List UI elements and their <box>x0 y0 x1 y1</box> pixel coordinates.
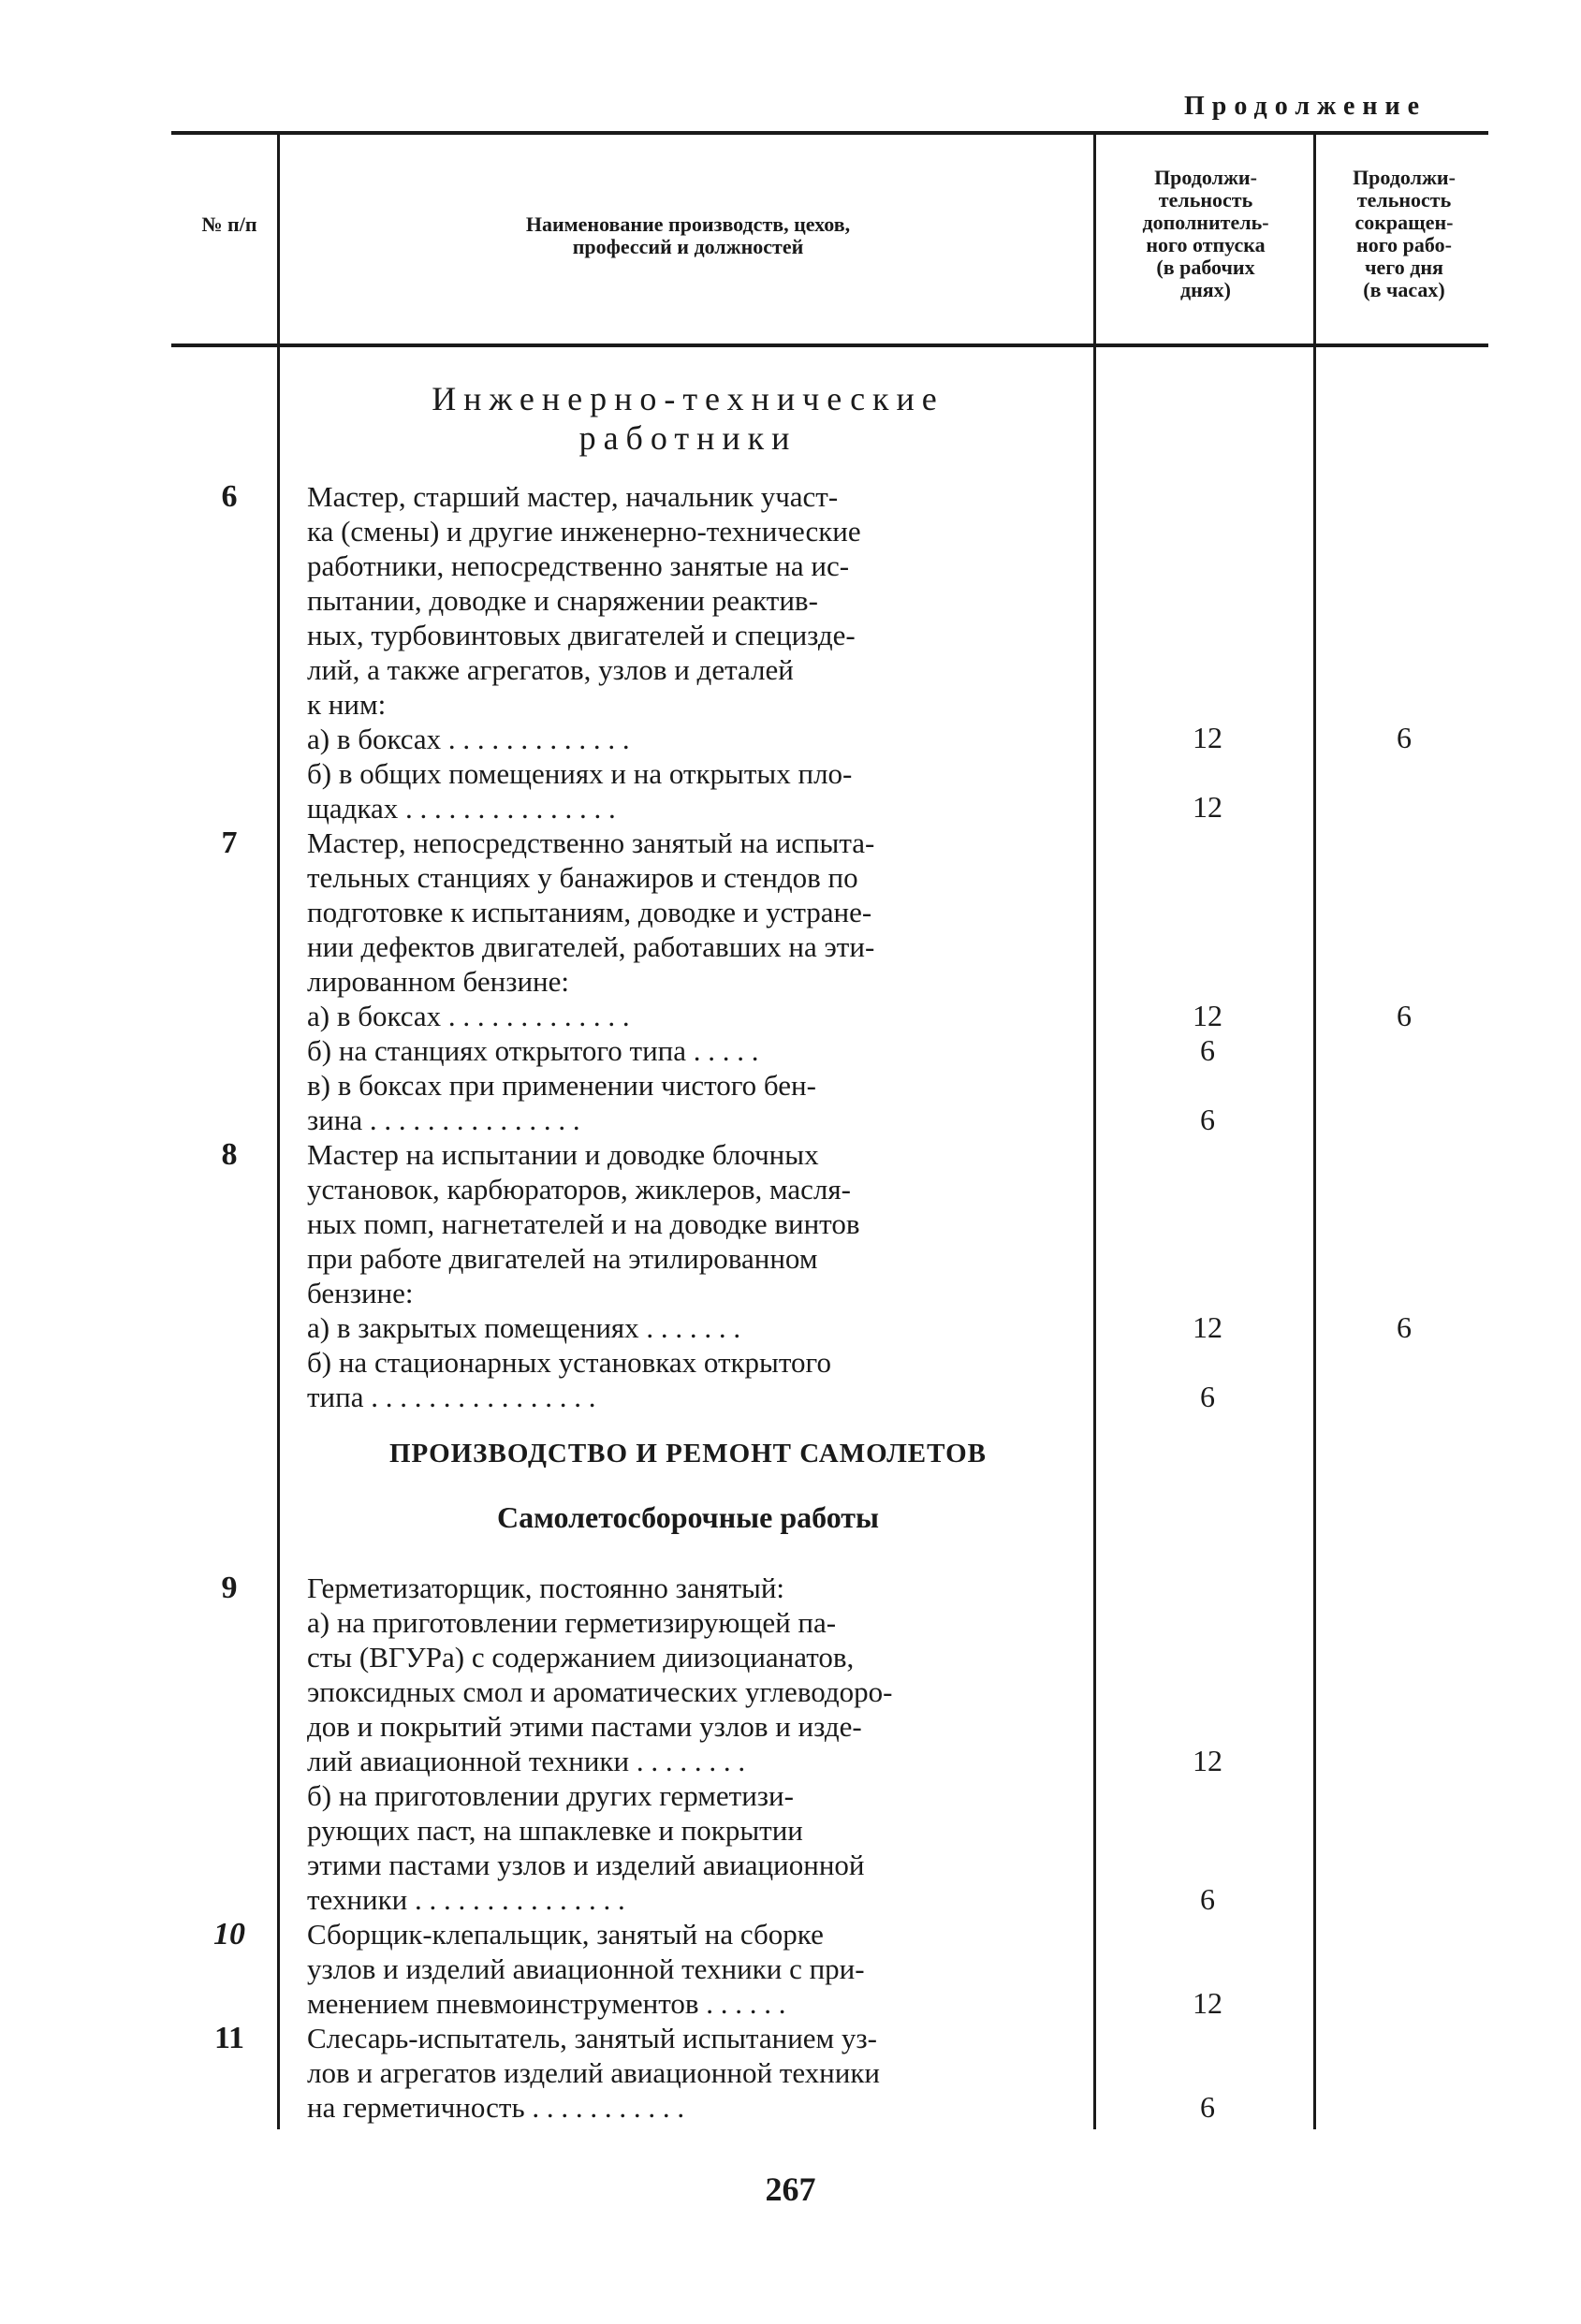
row-line: Мастер на испытании и доводке блочных <box>307 1138 819 1171</box>
row-line: лов и агрегатов изделий авиационной техники <box>307 2056 881 2089</box>
row-line: в) в боксах при применении чистого бен- <box>307 1069 816 1102</box>
row-line: типа . . . . . . . . . . . . . . . . <box>307 1381 596 1413</box>
header-col-hours-line: чего дня <box>1365 256 1443 279</box>
row-text <box>307 1571 1084 1917</box>
header-col-hours-line: Продолжи- <box>1353 166 1456 189</box>
row-line: работники, непосредственно занятые на ис- <box>307 549 850 582</box>
header-col-leave-line: днях) <box>1179 278 1232 301</box>
row-line: лий авиационной техники . . . . . . . . <box>307 1745 746 1777</box>
row-line: Мастер, старший мастер, начальник участ- <box>307 480 839 513</box>
hours-value: 6 <box>1397 721 1412 754</box>
row-number: 6 <box>221 479 238 514</box>
row-text <box>307 1917 1084 2021</box>
header-col-leave-line: тельность <box>1158 188 1253 212</box>
section-title-line1: Инженерно-технические <box>432 380 944 417</box>
row-text <box>307 1137 1084 1414</box>
row-line: а) в боксах . . . . . . . . . . . . . <box>307 723 630 755</box>
header-col-hours-line: (в часах) <box>1363 278 1445 301</box>
row-line: зина . . . . . . . . . . . . . . . <box>307 1104 580 1136</box>
leave-value: 6 <box>1200 1033 1215 1067</box>
row-line: Слесарь-испытатель, занятый испытанием уз- <box>307 2022 877 2054</box>
row-line: сты (ВГУРа) с содержанием диизоцианатов, <box>307 1641 855 1674</box>
row-line: б) на приготовлении других герметизи- <box>307 1779 794 1812</box>
row-line: ных помп, нагнетателей и на доводке винтов <box>307 1207 860 1240</box>
header-col-leave <box>1103 167 1309 301</box>
row-line: рующих паст, на шпаклевке и покрытии <box>307 1814 803 1847</box>
row-text <box>307 479 1084 826</box>
row-line: тельных станциях у банажиров и стендов по <box>307 861 858 894</box>
row-line: б) на стационарных установках открытого <box>307 1346 831 1379</box>
hours-value: 6 <box>1397 999 1412 1032</box>
row-line: менением пневмоинструментов . . . . . . <box>307 1987 786 2020</box>
header-col-name-line2: профессий и должностей <box>572 235 804 258</box>
row-line: к ним: <box>307 688 387 721</box>
row-line: ка (смены) и другие инженерно-технические <box>307 515 861 548</box>
row-text <box>307 826 1084 1137</box>
row-number: 9 <box>221 1571 238 1605</box>
header-col-hours-line: тельность <box>1356 188 1452 212</box>
leave-value: 6 <box>1200 2090 1215 2124</box>
row-line: лированном бензине: <box>307 965 570 998</box>
header-col-hours <box>1320 167 1488 301</box>
row-line: на герметичность . . . . . . . . . . . <box>307 2091 685 2124</box>
hours-value: 6 <box>1397 1310 1412 1344</box>
section-heading: ПРОИЗВОДСТВО И РЕМОНТ САМОЛЕТОВ <box>388 1439 988 1469</box>
leave-value: 12 <box>1193 790 1222 824</box>
row-line: узлов и изделий авиационной техники с при- <box>307 1952 865 1985</box>
leave-value: 6 <box>1200 1882 1215 1916</box>
row-line: установок, карбюраторов, жиклеров, масля- <box>307 1173 851 1206</box>
row-number: 10 <box>213 1917 245 1951</box>
row-line: лий, а также агрегатов, узлов и деталей <box>307 653 794 686</box>
row-line: бензине: <box>307 1277 414 1309</box>
row-line: щадках . . . . . . . . . . . . . . . <box>307 792 616 825</box>
col-divider-1 <box>277 131 280 2129</box>
header-col-hours-line: сокращен- <box>1354 211 1454 234</box>
row-line: Сборщик-клепальщик, занятый на сборке <box>307 1918 824 1951</box>
row-line: Мастер, непосредственно занятый на испыта- <box>307 826 875 859</box>
section-title-line2: работники <box>578 419 798 457</box>
header-col-name <box>290 213 1086 258</box>
row-number: 11 <box>213 2021 245 2055</box>
table-top-rule <box>171 131 1488 135</box>
leave-value: 6 <box>1200 1103 1215 1136</box>
row-line: а) в боксах . . . . . . . . . . . . . <box>307 1000 630 1032</box>
header-col-num: № п/п <box>201 212 257 236</box>
row-line: б) в общих помещениях и на открытых пло- <box>307 757 853 790</box>
header-col-leave-line: Продолжи- <box>1154 166 1257 189</box>
row-line: этими пастами узлов и изделий авиационной <box>307 1849 865 1881</box>
row-line: нии дефектов двигателей, работавших на эти- <box>307 930 875 963</box>
leave-value: 6 <box>1200 1380 1215 1413</box>
row-line: эпоксидных смол и ароматических углеводоро- <box>307 1675 893 1708</box>
header-col-leave-line: (в рабочих <box>1156 256 1255 279</box>
leave-value: 12 <box>1193 999 1222 1032</box>
row-line: пытании, доводке и снаряжении реактив- <box>307 584 818 617</box>
page-number: 267 <box>765 2171 816 2208</box>
row-text <box>307 2021 1084 2125</box>
row-line: Герметизаторщик, постоянно занятый: <box>307 1571 785 1604</box>
leave-value: 12 <box>1193 1310 1222 1344</box>
row-line: дов и покрытий этими пастами узлов и изде- <box>307 1710 862 1743</box>
header-bottom-rule <box>171 343 1488 347</box>
row-line: техники . . . . . . . . . . . . . . . <box>307 1883 625 1916</box>
row-number: 7 <box>221 826 238 860</box>
row-line: б) на станциях открытого типа . . . . . <box>307 1034 759 1067</box>
continued-label: Продолжение <box>1184 92 1427 121</box>
section-subheading: Самолетосборочные работы <box>497 1500 879 1534</box>
leave-value: 12 <box>1193 1986 1222 2020</box>
row-line: подготовке к испытаниям, доводке и устране- <box>307 896 872 928</box>
row-line: ных, турбовинтовых двигателей и специзде- <box>307 619 856 651</box>
section-title <box>290 379 1086 458</box>
header-col-hours-line: ного рабо- <box>1356 233 1452 256</box>
row-line: при работе двигателей на этилированном <box>307 1242 818 1275</box>
row-number: 8 <box>221 1137 238 1172</box>
row-line: а) на приготовлении герметизирующей па- <box>307 1606 837 1639</box>
leave-value: 12 <box>1193 721 1222 754</box>
header-col-name-line1: Наименование производств, цехов, <box>525 212 851 236</box>
row-line: а) в закрытых помещениях . . . . . . . <box>307 1311 741 1344</box>
header-col-leave-line: дополнитель- <box>1142 211 1269 234</box>
leave-value: 12 <box>1193 1744 1222 1777</box>
header-col-leave-line: ного отпуска <box>1146 233 1266 256</box>
